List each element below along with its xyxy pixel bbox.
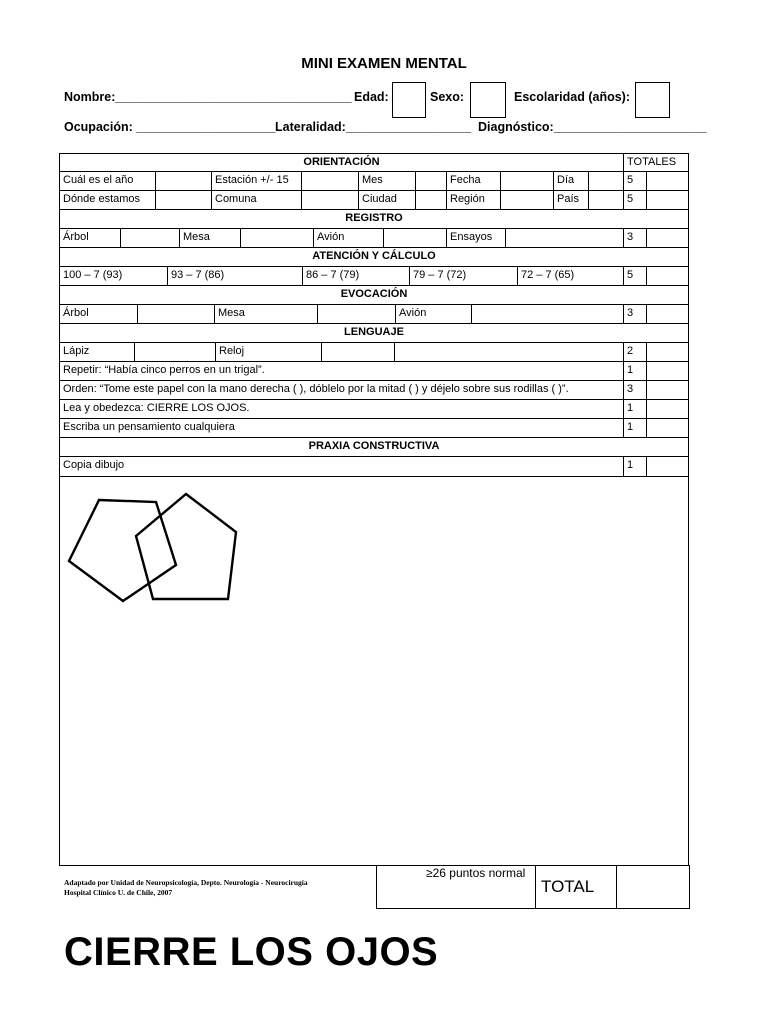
credit-line-1: Adaptado por Unidad de Neuropsicología, Depto. Neurología - Neurocirugía [64,878,308,887]
total-value: 3 [623,380,647,400]
answer-cell[interactable] [301,171,359,191]
page-title: MINI EXAMEN MENTAL [301,55,467,72]
edad-label: Edad: [354,90,389,104]
evocacion-label: Mesa [214,304,318,324]
orient-label: Región [446,190,501,210]
registro-label: Avión [313,228,384,248]
atencion-item[interactable]: 100 – 7 (93) [59,266,168,286]
total-value: 2 [623,342,647,362]
lea-item: Lea y obedezca: CIERRE LOS OJOS. [59,399,624,419]
orient-label: País [553,190,589,210]
orden-item: Orden: “Tome este papel con la mano derecha ( ), dóblelo por la mitad ( ) y déjelo sobre sus rodillas ( )”. [59,380,624,400]
score-cell[interactable] [646,190,689,210]
copia-dibujo-item: Copia dibujo [59,456,624,477]
orient-label: Dónde estamos [59,190,156,210]
orient-label: Cuál es el año [59,171,156,191]
score-cell[interactable] [646,399,689,419]
answer-cell[interactable] [500,190,554,210]
nombre-field[interactable]: Nombre:__________________________________ [64,90,352,104]
diagnostico-field[interactable]: Diagnóstico:______________________ [478,120,707,134]
repetir-item: Repetir: “Había cinco perros en un trigal”. [59,361,624,381]
answer-cell[interactable] [588,190,624,210]
answer-cell[interactable] [155,190,212,210]
section-orientacion: ORIENTACIÓN [59,153,624,172]
orient-label: Comuna [211,190,302,210]
answer-cell[interactable] [500,171,554,191]
lateralidad-field[interactable]: Lateralidad:__________________ [275,120,471,134]
totales-header: TOTALES [623,153,689,172]
score-cell[interactable] [646,266,689,286]
score-cell[interactable] [646,456,689,477]
answer-cell[interactable] [471,304,624,324]
total-value: 1 [623,456,647,477]
orient-label: Fecha [446,171,501,191]
answer-cell[interactable] [134,342,216,362]
edad-box[interactable] [392,82,426,118]
section-atencion: ATENCIÓN Y CÁLCULO [59,247,689,267]
answer-cell[interactable] [240,228,314,248]
lenguaje-label: Lápiz [59,342,135,362]
answer-cell[interactable] [505,228,624,248]
section-registro: REGISTRO [59,209,689,229]
atencion-item[interactable]: 79 – 7 (72) [409,266,518,286]
answer-cell[interactable] [301,190,359,210]
score-cell[interactable] [646,171,689,191]
answer-cell[interactable] [415,171,447,191]
drawing-area[interactable] [59,476,689,866]
orient-label: Estación +/- 15 [211,171,302,191]
total-value: 5 [623,266,647,286]
section-praxia: PRAXIA CONSTRUCTIVA [59,437,689,457]
close-eyes-instruction: CIERRE LOS OJOS [64,930,439,974]
pentagons-figure [60,477,688,865]
sexo-box[interactable] [470,82,506,118]
evocacion-label: Árbol [59,304,138,324]
answer-cell[interactable] [394,342,624,362]
answer-cell[interactable] [317,304,396,324]
section-evocacion: EVOCACIÓN [59,285,689,305]
total-label: TOTAL [541,877,595,896]
answer-cell[interactable] [415,190,447,210]
total-value: 5 [623,190,647,210]
total-value: 1 [623,418,647,438]
registro-label: Árbol [59,228,121,248]
sexo-label: Sexo: [430,90,465,104]
credit-line-2: Hospital Clínico U. de Chile, 2007 [64,888,173,897]
score-cell[interactable] [646,342,689,362]
total-value: 3 [623,228,647,248]
answer-cell[interactable] [155,171,212,191]
total-score-field[interactable] [617,866,687,907]
registro-label: Ensayos [446,228,506,248]
total-value: 1 [623,399,647,419]
ocupacion-field[interactable]: Ocupación: ____________________ [64,120,276,134]
registro-label: Mesa [179,228,241,248]
score-cell[interactable] [646,228,689,248]
escolaridad-box[interactable] [635,82,670,118]
evocacion-label: Avión [395,304,472,324]
score-cell[interactable] [646,361,689,381]
orient-label: Día [553,171,589,191]
escolaridad-label: Escolaridad (años): [514,90,630,104]
atencion-item[interactable]: 72 – 7 (65) [517,266,624,286]
normal-threshold: ≥26 puntos normal [426,866,526,880]
lenguaje-label: Reloj [215,342,322,362]
total-divider [535,865,536,908]
total-value: 3 [623,304,647,324]
total-value: 1 [623,361,647,381]
answer-cell[interactable] [120,228,180,248]
score-cell[interactable] [646,380,689,400]
atencion-item[interactable]: 86 – 7 (79) [302,266,410,286]
section-lenguaje: LENGUAJE [59,323,689,343]
orient-label: Ciudad [358,190,416,210]
total-value: 5 [623,171,647,191]
score-cell[interactable] [646,304,689,324]
answer-cell[interactable] [383,228,447,248]
atencion-item[interactable]: 93 – 7 (86) [167,266,303,286]
orient-label: Mes [358,171,416,191]
escriba-item: Escriba un pensamiento cualquiera [59,418,624,438]
answer-cell[interactable] [321,342,395,362]
answer-cell[interactable] [137,304,215,324]
answer-cell[interactable] [588,171,624,191]
score-cell[interactable] [646,418,689,438]
